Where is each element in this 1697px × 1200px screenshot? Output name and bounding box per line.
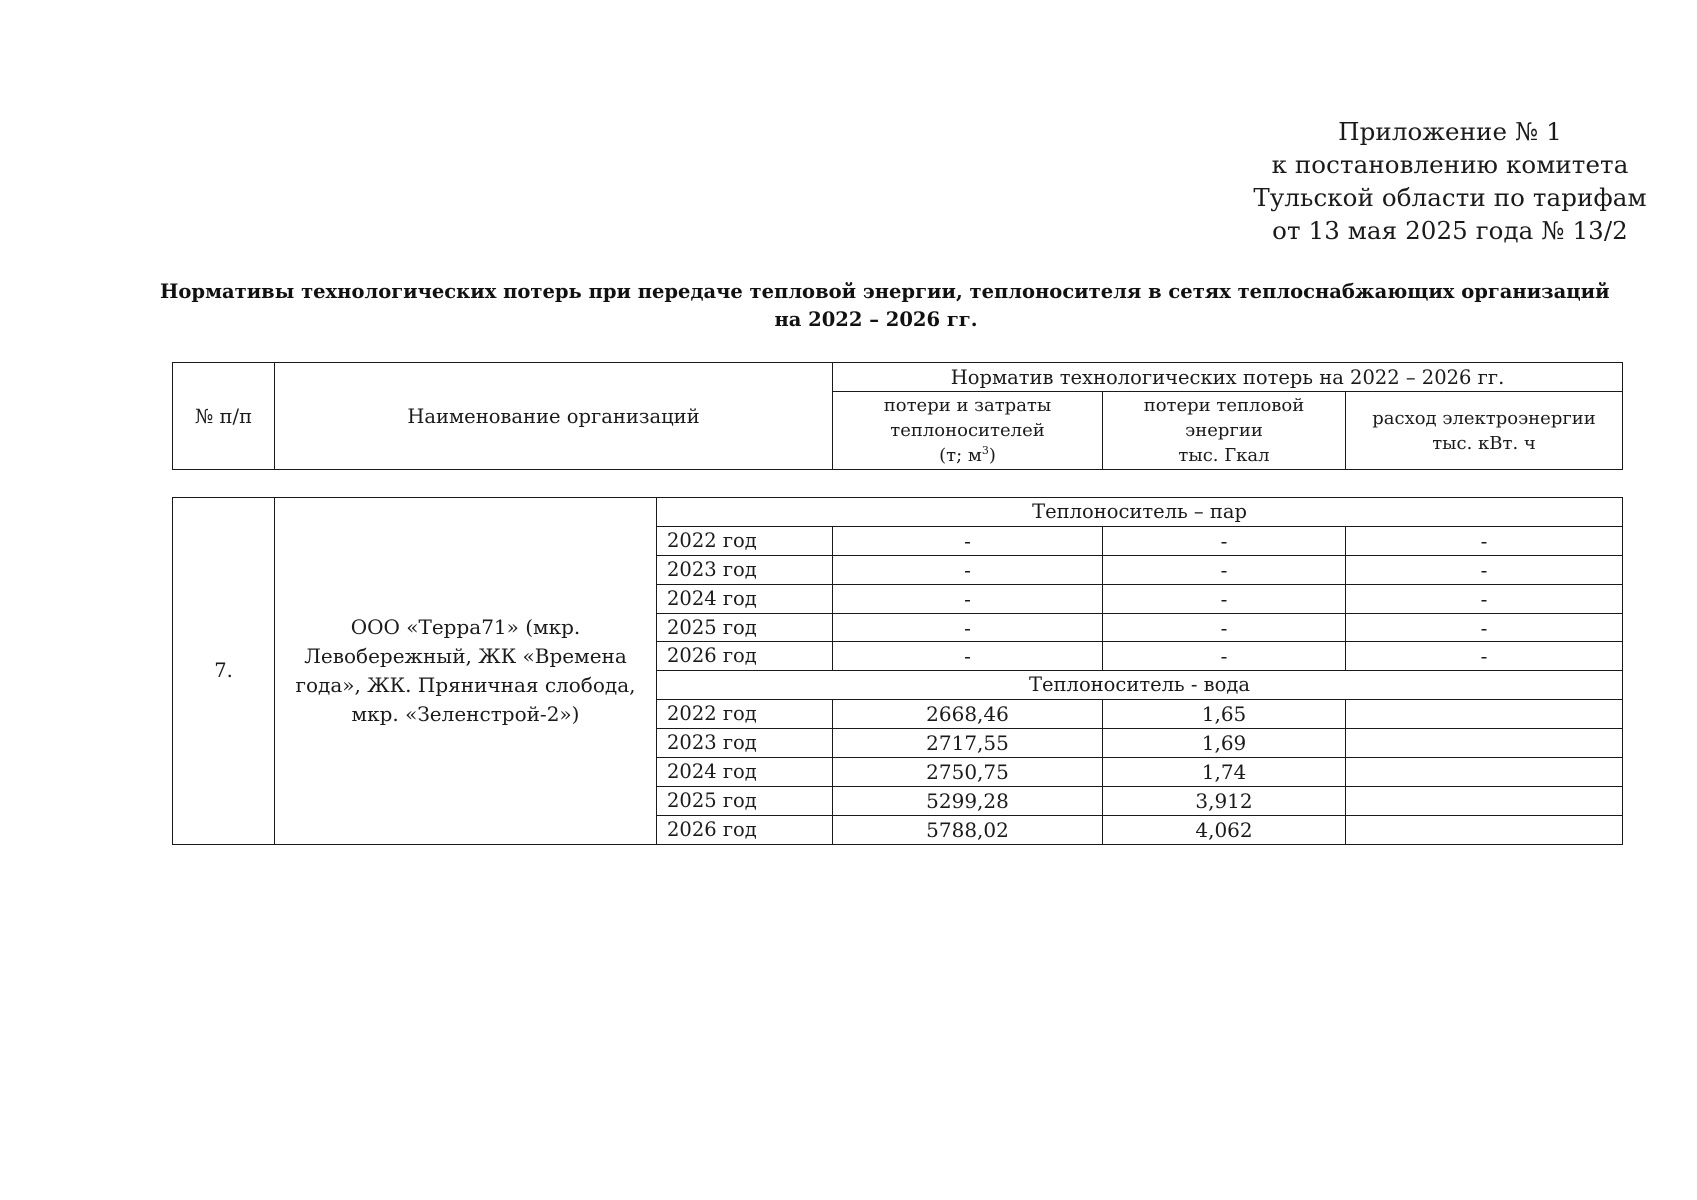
losses-heat-cell: - [1103,526,1346,555]
electricity-cell [1346,786,1623,815]
appendix-header [1220,115,1680,247]
electricity-cell [1346,815,1623,844]
electricity-cell: - [1346,526,1623,555]
header-col2-line: тыс. Гкал [1178,445,1270,466]
header-col3-line: расход электроэнергии [1372,407,1596,429]
header-col3-line: тыс. кВт. ч [1432,432,1536,454]
losses-heat-cell: 3,912 [1103,786,1346,815]
appendix-line: к постановлению комитета [1271,150,1629,179]
year-cell: 2024 год [657,584,833,613]
losses-coolant-cell: - [833,613,1103,642]
header-name-label: Наименование организаций [407,404,700,428]
header-group-cell [833,363,1623,392]
header-num-label: № п/п [194,404,253,428]
organization-line: Левобережный, ЖК «Времена [304,643,627,668]
title-line: на 2022 – 2026 гг. [774,308,978,331]
header-name-cell [275,363,833,470]
losses-coolant-cell: - [833,555,1103,584]
organization-line: ООО «Терра71» (мкр. [350,614,581,639]
appendix-line: Тульской области по тарифам [1253,183,1647,212]
year-cell: 2025 год [657,613,833,642]
header-col1-cell [833,392,1103,470]
year-cell: 2024 год [657,758,833,787]
losses-heat-cell: - [1103,642,1346,671]
organization-cell [275,498,657,845]
header-col2-cell [1103,392,1346,470]
header-col2-line: энергии [1185,420,1263,441]
losses-heat-cell: 1,69 [1103,729,1346,758]
header-col1-line: теплоносителей [890,420,1045,441]
header-col1-line: потери и затраты [883,395,1052,416]
losses-heat-cell: - [1103,584,1346,613]
electricity-cell [1346,729,1623,758]
appendix-line: Приложение № 1 [1338,117,1562,146]
section-label-steam: Теплоноситель – пар [657,498,1623,527]
losses-coolant-cell: - [833,526,1103,555]
losses-heat-cell: 4,062 [1103,815,1346,844]
losses-coolant-cell: - [833,642,1103,671]
electricity-cell: - [1346,642,1623,671]
header-table [172,362,1623,470]
header-num-cell [173,363,275,470]
electricity-cell: - [1346,555,1623,584]
header-col2-line: потери тепловой [1143,395,1305,416]
section-label-water: Теплоноситель - вода [657,671,1623,700]
header-col1-unit: (т; $м^3$) [939,444,996,466]
entry-number-cell [173,498,275,845]
losses-coolant-cell: 5299,28 [833,786,1103,815]
losses-coolant-cell: 5788,02 [833,815,1103,844]
losses-coolant-cell: 2668,46 [833,700,1103,729]
losses-coolant-cell: 2717,55 [833,729,1103,758]
losses-coolant-cell: - [833,584,1103,613]
year-cell: 2022 год [657,700,833,729]
losses-coolant-cell: 2750,75 [833,758,1103,787]
losses-heat-cell: - [1103,555,1346,584]
data-table [172,497,1623,845]
header-col3-cell [1346,392,1623,470]
losses-heat-cell: - [1103,613,1346,642]
organization-line: мкр. «Зеленстрой-2») [351,701,580,726]
electricity-cell [1346,700,1623,729]
year-cell: 2026 год [657,815,833,844]
entry-number: 7. [214,658,233,682]
electricity-cell: - [1346,584,1623,613]
losses-heat-cell: 1,65 [1103,700,1346,729]
organization-line: года», ЖК. Пряничная слобода, [295,672,636,697]
document-title [160,278,1610,334]
header-group-label: Норматив технологических потерь на 2022 – 2026 гг. [950,365,1505,389]
year-cell: 2023 год [657,729,833,758]
year-cell: 2025 год [657,786,833,815]
section-row-steam [173,498,1623,527]
appendix-line: от 13 мая 2025 года № 13/2 [1272,216,1628,245]
electricity-cell [1346,758,1623,787]
year-cell: 2023 год [657,555,833,584]
electricity-cell: - [1346,613,1623,642]
year-cell: 2022 год [657,526,833,555]
losses-heat-cell: 1,74 [1103,758,1346,787]
title-line: Нормативы технологических потерь при передаче тепловой энергии, теплоносителя в сетях теплоснабжающих организаций [160,280,1610,303]
year-cell: 2026 год [657,642,833,671]
